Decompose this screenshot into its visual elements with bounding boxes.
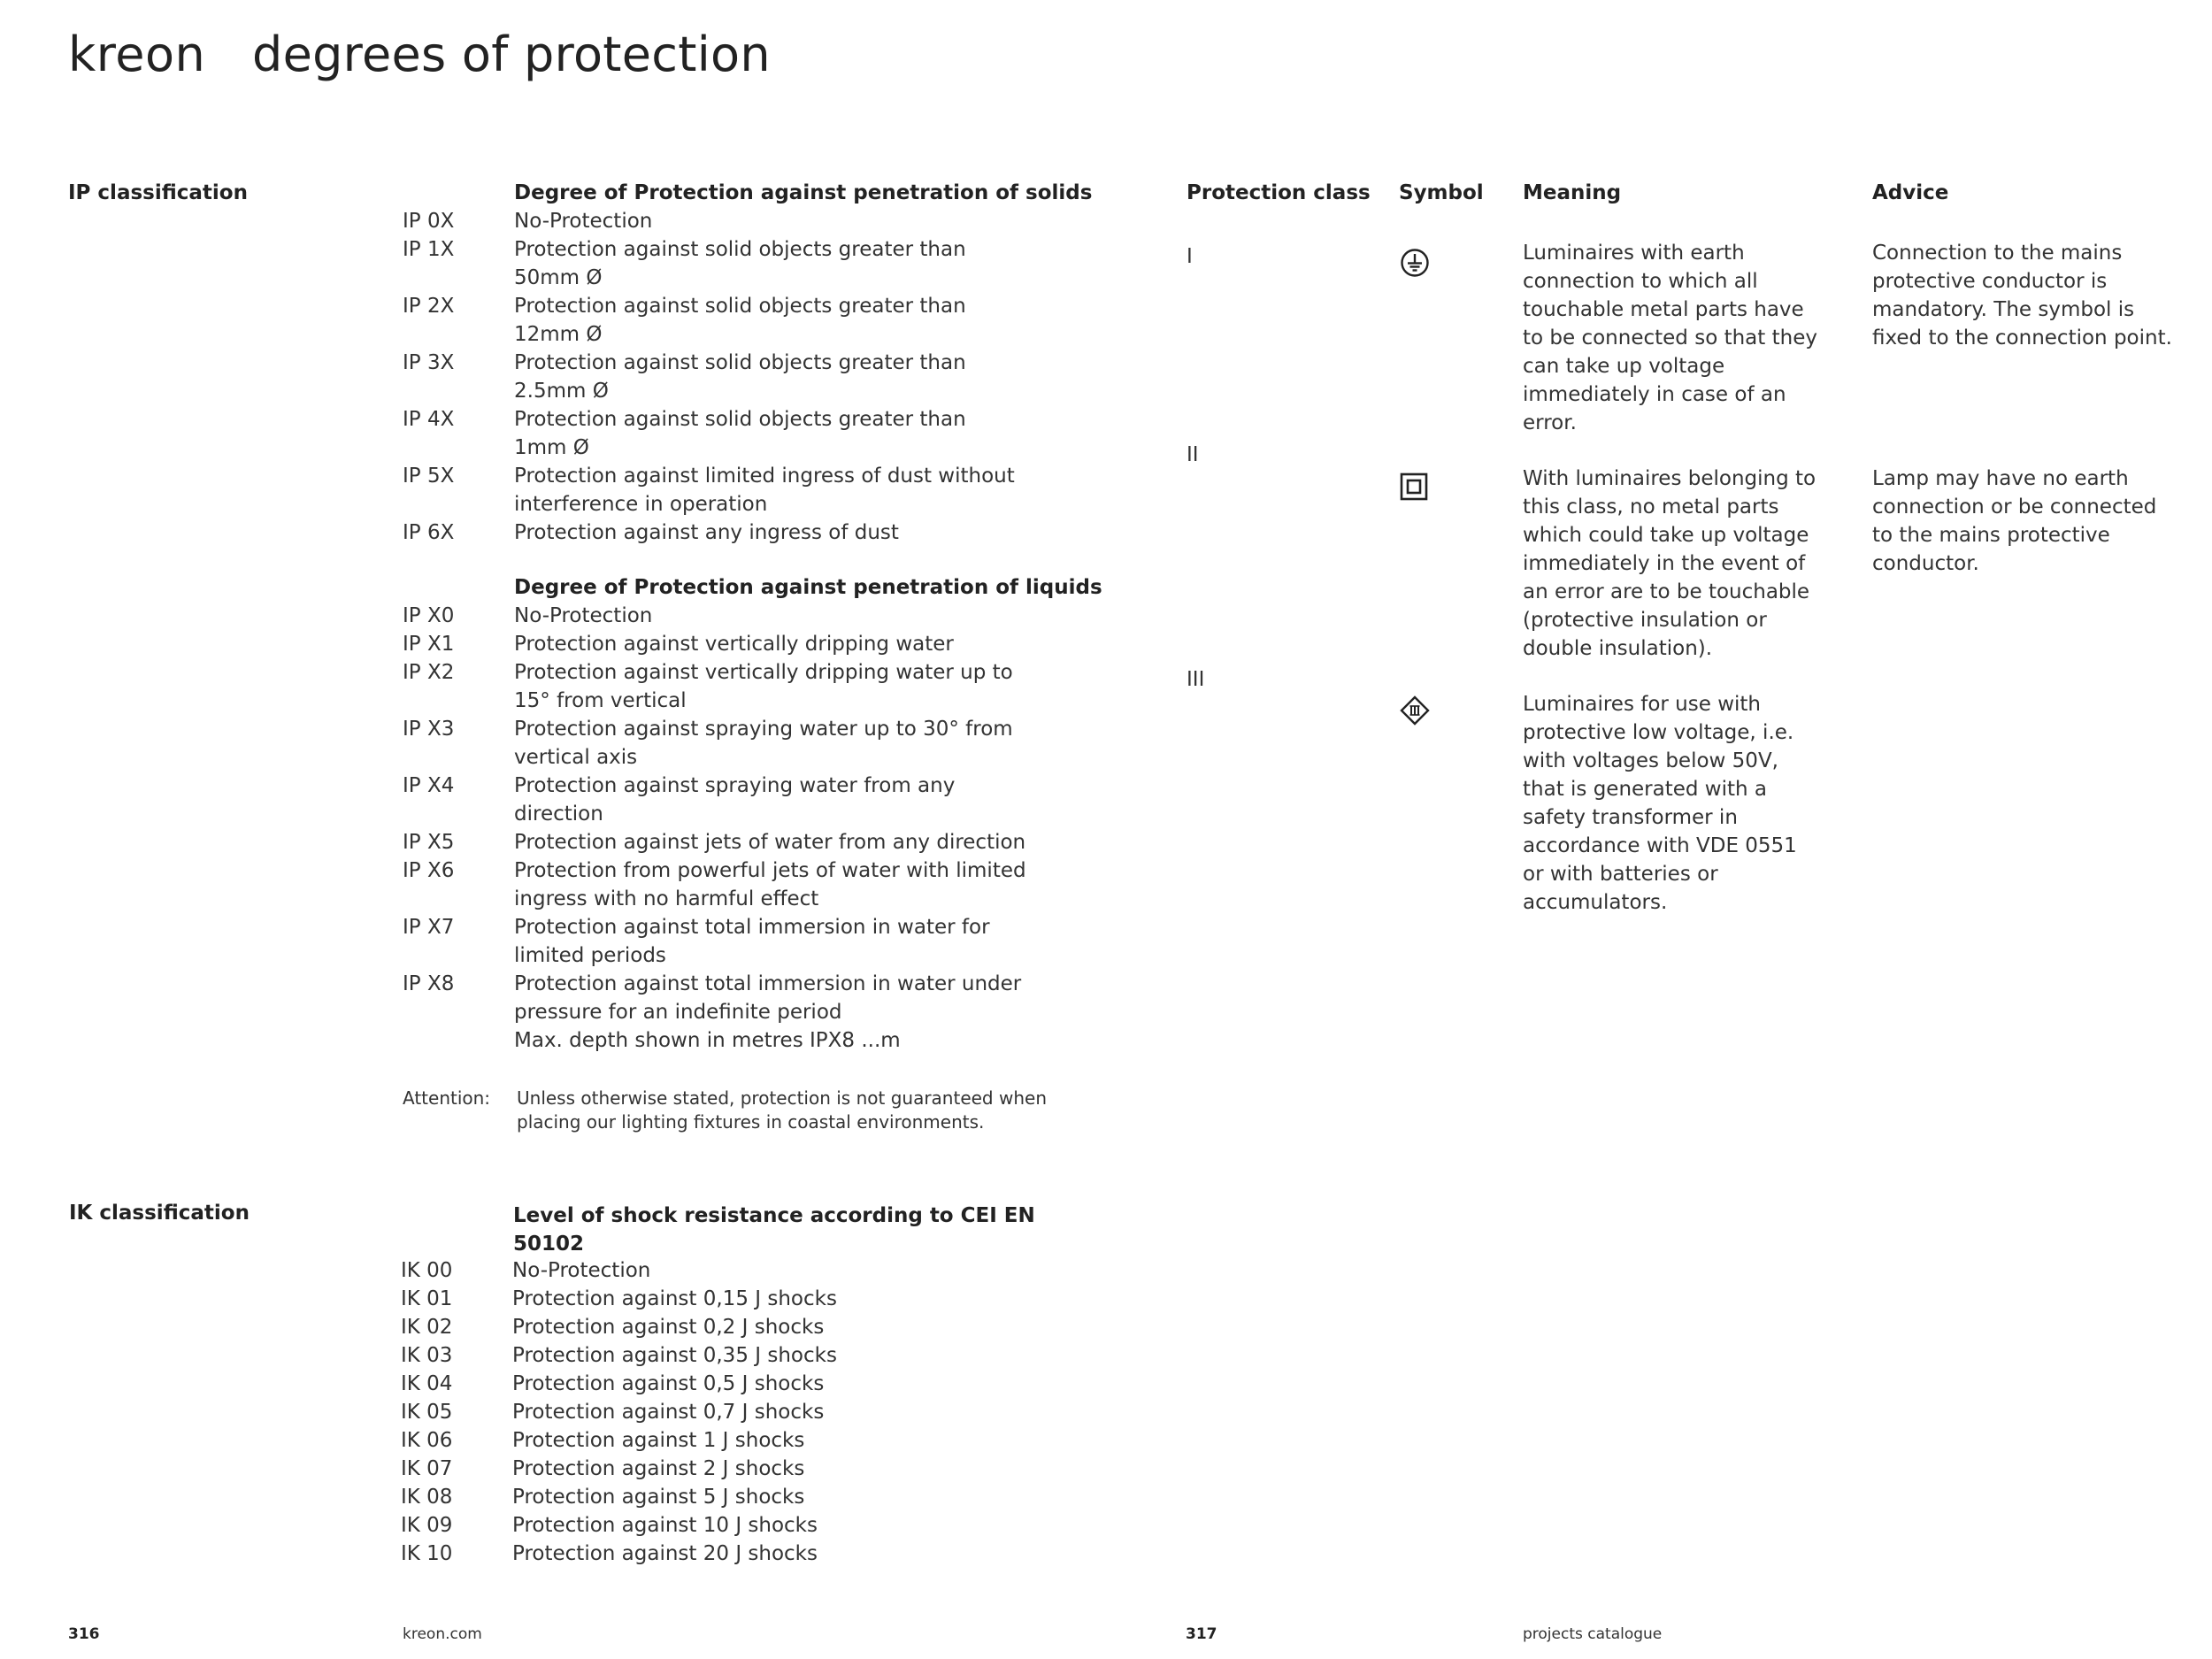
ip-code: IP 5X <box>403 465 455 488</box>
ik-description: Protection against 0,2 J shocks <box>512 1316 825 1339</box>
earth-ground-icon <box>1400 248 1430 278</box>
ip-description: Protection against spraying water from any direction <box>514 774 956 826</box>
protection-class-value: II <box>1187 443 1199 466</box>
ip-row <box>403 658 1045 715</box>
ip-description: Protection against solid objects greater than 1mm Ø <box>514 408 966 459</box>
ik-description: Protection against 0,5 J shocks <box>512 1372 825 1395</box>
ik-row <box>401 1426 1061 1455</box>
protection-class-header: Protection class <box>1187 181 1371 204</box>
protection-meaning: With luminaires belonging to this class, no metal parts which could take up voltage immediately in the event of an error are to be touchable (protective insulation or double insulation). <box>1523 467 1816 660</box>
ik-row <box>401 1285 1061 1313</box>
protection-class-value: I <box>1187 245 1193 268</box>
ik-row <box>401 1341 1061 1370</box>
ik-description: Protection against 1 J shocks <box>512 1429 805 1452</box>
ik-classification-label: IK classification <box>69 1202 250 1225</box>
ip-code: IP X6 <box>403 859 455 882</box>
solids-heading: Degree of Protection against penetration of solids <box>514 181 1093 204</box>
ik-code: IK 01 <box>401 1287 453 1310</box>
ip-row <box>403 292 1010 349</box>
ip-code: IP 4X <box>403 408 455 431</box>
ip-description: Protection from powerful jets of water with limited ingress with no harmful effect <box>514 859 1026 910</box>
ip-row <box>403 630 1045 658</box>
right-page-number: 317 <box>1186 1625 1217 1643</box>
ik-row <box>401 1398 1061 1426</box>
ip-code: IP 3X <box>403 351 455 374</box>
ik-row <box>401 1511 1061 1540</box>
ik-description: Protection against 10 J shocks <box>512 1514 818 1537</box>
liquids-heading: Degree of Protection against penetration of liquids <box>514 576 1102 599</box>
ip-row <box>403 462 1045 518</box>
ip-row <box>403 856 1045 913</box>
ik-heading: Level of shock resistance according to CEI EN 50102 <box>513 1204 1035 1256</box>
ip-description: Protection against spraying water up to 30° from vertical axis <box>514 718 1013 769</box>
ik-row <box>401 1455 1061 1483</box>
ip-code: IP X5 <box>403 831 455 854</box>
ip-code: IP 0X <box>403 210 455 233</box>
page-title: degrees of protection <box>252 27 771 82</box>
ip-description: Protection against solid objects greater than 2.5mm Ø <box>514 351 966 403</box>
ip-description: Protection against any ingress of dust <box>514 521 899 544</box>
ik-code: IK 08 <box>401 1486 453 1509</box>
meaning-header: Meaning <box>1523 181 1622 204</box>
ip-row <box>403 235 1010 292</box>
attention-label: Attention: <box>403 1087 491 1109</box>
ik-code: IK 10 <box>401 1542 453 1565</box>
ik-code: IK 06 <box>401 1429 453 1452</box>
ip-row <box>403 715 1045 772</box>
ip-description: Protection against jets of water from any direction <box>514 831 1026 854</box>
max-depth-note: Max. depth shown in metres IPX8 ...m <box>514 1029 901 1052</box>
ip-description: No-Protection <box>514 210 653 233</box>
safety-low-voltage-icon <box>1400 695 1430 726</box>
ik-description: Protection against 0,35 J shocks <box>512 1344 837 1367</box>
protection-meaning: Luminaires with earth connection to which all touchable metal parts have to be connected so that they can take up voltage immediately in case of an error. <box>1523 242 1817 434</box>
ip-code: IP X7 <box>403 916 455 939</box>
ik-code: IK 00 <box>401 1259 453 1282</box>
ik-code: IK 04 <box>401 1372 453 1395</box>
ip-code: IP X1 <box>403 633 455 656</box>
ip-code: IP X0 <box>403 604 455 627</box>
ip-code: IP X2 <box>403 661 455 684</box>
ip-row <box>403 828 1080 856</box>
ik-row <box>401 1483 1061 1511</box>
ip-code: IP 1X <box>403 238 455 261</box>
ip-row <box>403 405 1010 462</box>
website-link[interactable]: kreon.com <box>403 1625 482 1643</box>
ip-description: Protection against solid objects greater than 12mm Ø <box>514 295 966 346</box>
ip-description: Protection against vertically dripping water <box>514 633 954 656</box>
ip-code: IP 6X <box>403 521 455 544</box>
ik-description: No-Protection <box>512 1259 651 1282</box>
ip-row <box>403 970 1045 1026</box>
ip-description: Protection against solid objects greater than 50mm Ø <box>514 238 966 289</box>
ik-row <box>401 1313 1061 1341</box>
ik-code: IK 07 <box>401 1457 453 1480</box>
ip-description: No-Protection <box>514 604 653 627</box>
symbol-header: Symbol <box>1399 181 1484 204</box>
protection-class-value: III <box>1187 668 1205 691</box>
ik-row <box>401 1256 1061 1285</box>
ip-code: IP X4 <box>403 774 455 797</box>
ip-description: Protection against vertically dripping water up to 15° from vertical <box>514 661 1013 712</box>
ik-code: IK 02 <box>401 1316 453 1339</box>
ip-description: Protection against limited ingress of dust without interference in operation <box>514 465 1015 516</box>
ip-row <box>403 518 1045 547</box>
left-page-number: 316 <box>68 1625 100 1643</box>
ip-description: Protection against total immersion in water for limited periods <box>514 916 990 967</box>
ik-code: IK 09 <box>401 1514 453 1537</box>
ip-classification-label: IP classification <box>68 181 248 204</box>
ip-row <box>403 913 1045 970</box>
catalogue-title: projects catalogue <box>1523 1625 1663 1643</box>
ik-description: Protection against 5 J shocks <box>512 1486 805 1509</box>
ip-row <box>403 349 1010 405</box>
ip-row <box>403 772 1010 828</box>
ik-code: IK 05 <box>401 1401 453 1424</box>
ik-row <box>401 1540 1061 1568</box>
ik-description: Protection against 20 J shocks <box>512 1542 818 1565</box>
ik-description: Protection against 0,7 J shocks <box>512 1401 825 1424</box>
protection-advice: Connection to the mains protective conductor is mandatory. The symbol is fixed to the connection point. <box>1872 242 2172 349</box>
ip-row <box>403 602 1045 630</box>
ik-description: Protection against 0,15 J shocks <box>512 1287 837 1310</box>
ik-code: IK 03 <box>401 1344 453 1367</box>
double-insulation-icon <box>1400 472 1428 501</box>
brand-logo: kreon <box>68 27 206 82</box>
ik-description: Protection against 2 J shocks <box>512 1457 805 1480</box>
ip-code: IP X8 <box>403 972 455 995</box>
advice-header: Advice <box>1872 181 1949 204</box>
ip-code: IP X3 <box>403 718 455 741</box>
ip-code: IP 2X <box>403 295 455 318</box>
ik-row <box>401 1370 1061 1398</box>
ip-row <box>403 207 1045 235</box>
ip-description: Protection against total immersion in water under pressure for an indefinite period <box>514 972 1022 1024</box>
attention-text: Unless otherwise stated, protection is not guaranteed when placing our lighting fixtures in coastal environments. <box>517 1087 1047 1133</box>
protection-advice: Lamp may have no earth connection or be connected to the mains protective conductor. <box>1872 467 2157 575</box>
protection-meaning: Luminaires for use with protective low voltage, i.e. with voltages below 50V, that is generated with a safety transformer in accordance with VDE 0551 or with batteries or accumulators. <box>1523 693 1797 914</box>
